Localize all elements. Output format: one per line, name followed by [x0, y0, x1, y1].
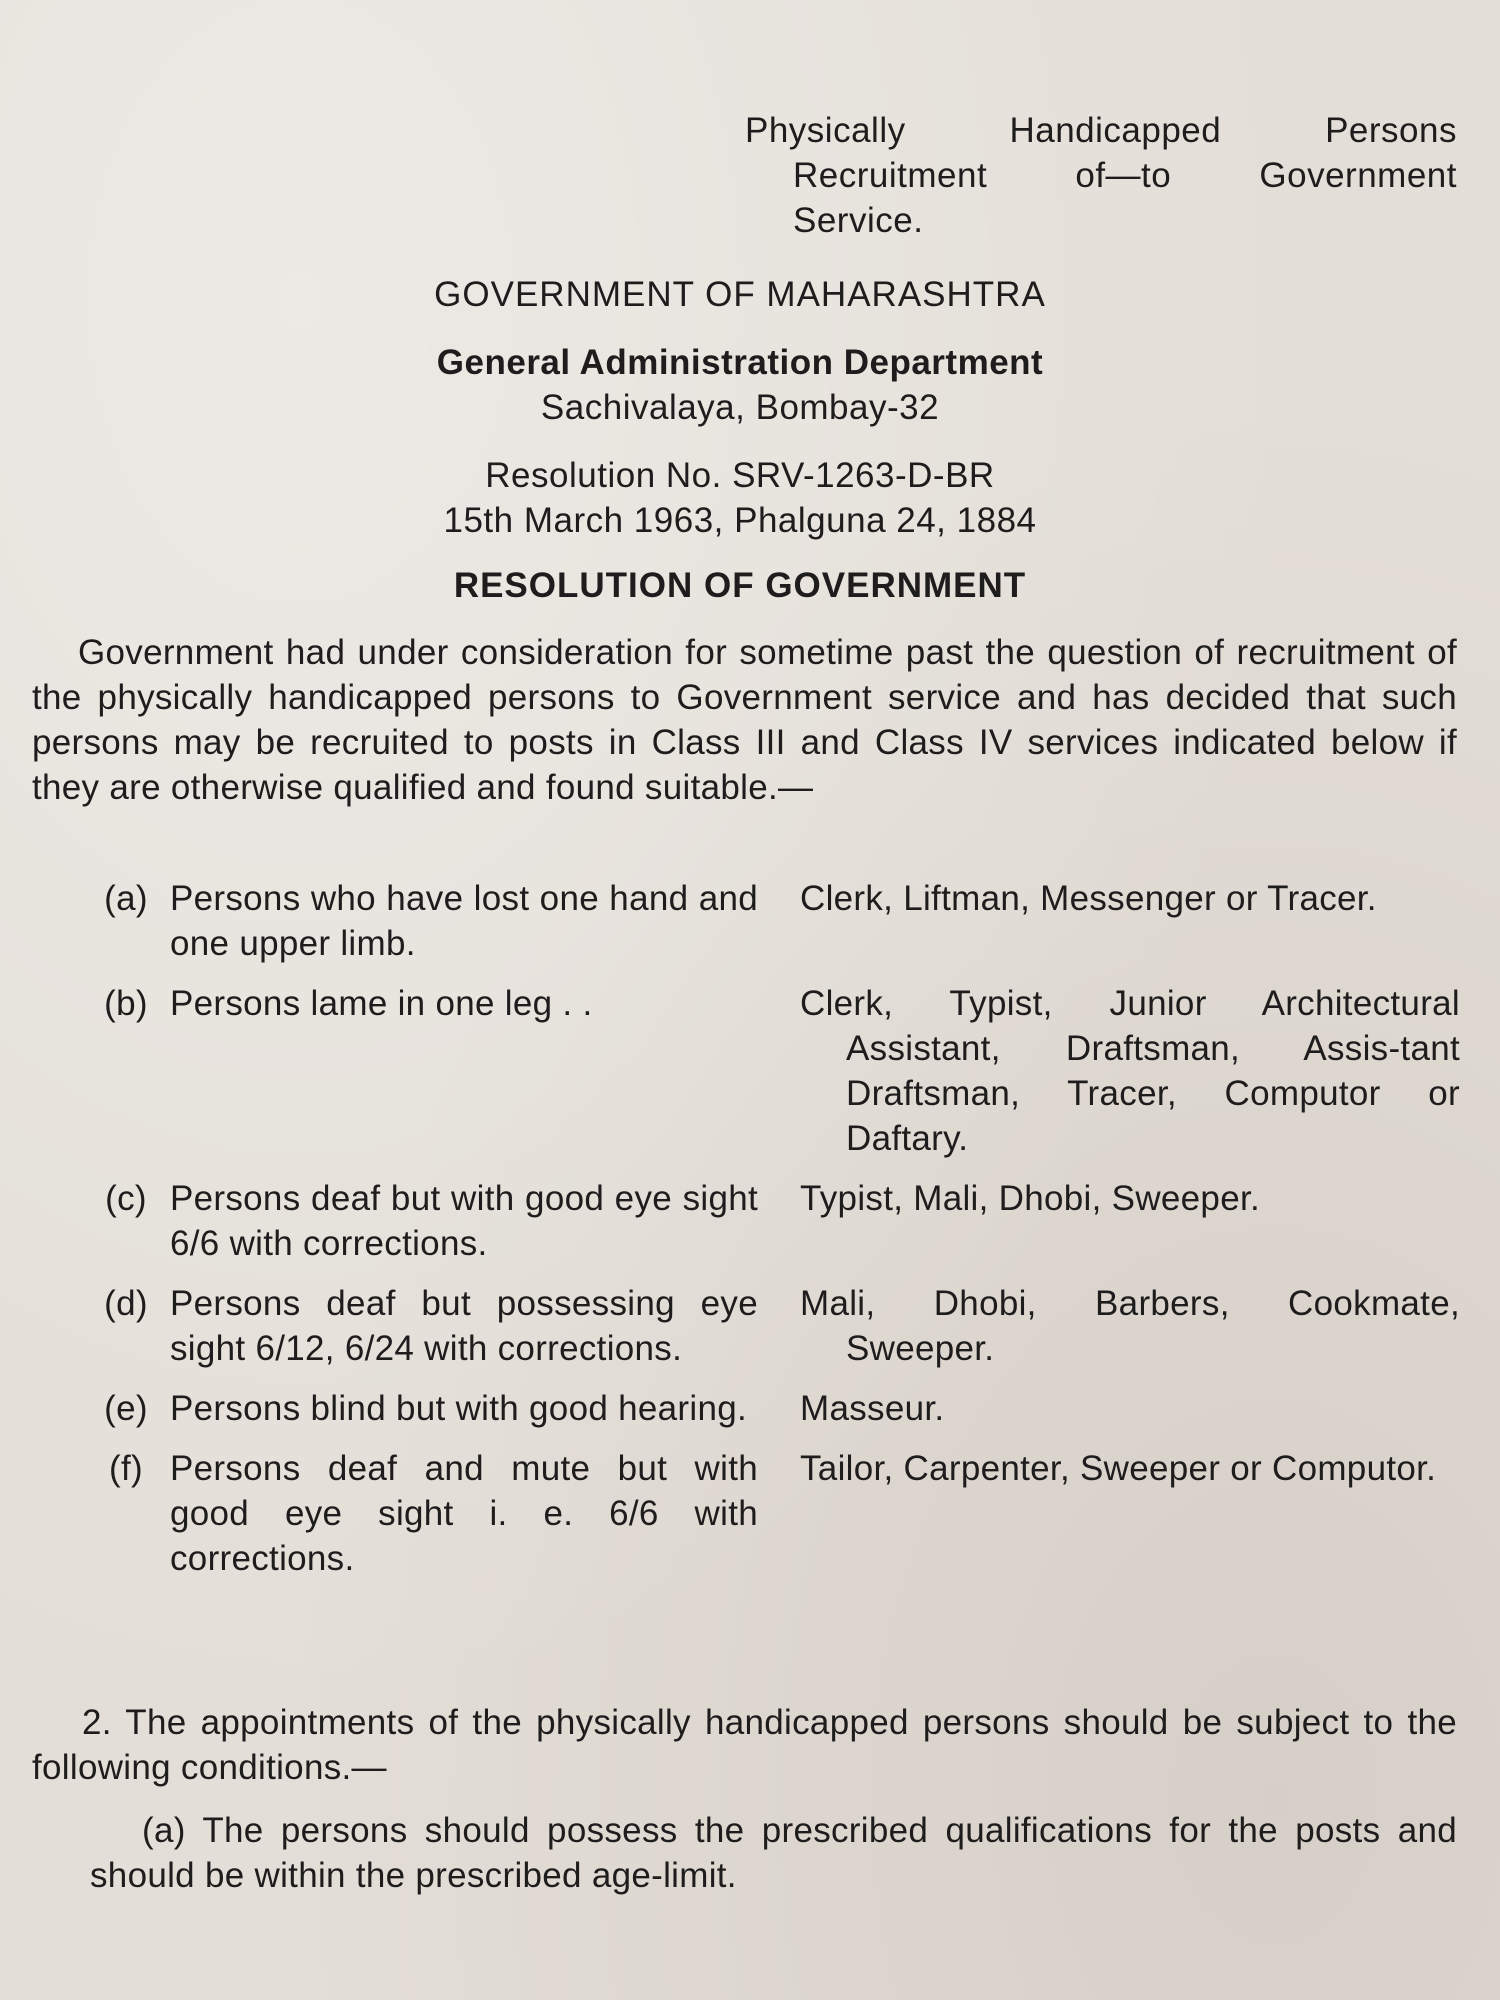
list-item [82, 1176, 1460, 1266]
department-name: General Administration Department [436, 343, 1044, 382]
item-posts: Mali, Dhobi, Barbers, Cookmate, Sweeper. [800, 1284, 1460, 1368]
item-posts: Masseur. [800, 1389, 945, 1428]
item-marker: (b) [104, 984, 148, 1023]
item-posts: Typist, Mali, Dhobi, Sweeper. [800, 1179, 1261, 1218]
subject-line-2: Recruitment of—to Government [793, 156, 1457, 195]
list-item [82, 876, 1460, 966]
resolution-date: 15th March 1963, Phalguna 24, 1884 [443, 501, 1037, 540]
item-category: Persons lame in one leg . . [170, 984, 593, 1023]
subject-line-1: Physically Handicapped Persons [745, 111, 1457, 150]
item-category: Persons deaf but with good eye sight 6/6 with corrections. [170, 1179, 758, 1263]
government-name: GOVERNMENT OF MAHARASHTRA [434, 275, 1046, 314]
subject-block [745, 108, 1457, 243]
item-marker: (d) [104, 1284, 148, 1323]
item-posts: Clerk, Liftman, Messenger or Tracer. [800, 879, 1377, 918]
conditions-paragraph: 2. The appointments of the physically handicapped persons should be subject to the following conditions.— [32, 1703, 1457, 1787]
item-marker: (e) [104, 1389, 148, 1428]
category-list [82, 876, 1460, 1596]
department-address: Sachivalaya, Bombay-32 [540, 388, 940, 427]
list-item [82, 1281, 1460, 1371]
item-marker: (f) [109, 1449, 143, 1488]
list-item [82, 981, 1460, 1161]
item-category: Persons deaf but possessing eye sight 6/12, 6/24 with corrections. [170, 1284, 758, 1368]
list-item [82, 1386, 1460, 1431]
item-posts: Tailor, Carpenter, Sweeper or Computor. [800, 1449, 1437, 1488]
item-marker: (c) [105, 1179, 147, 1218]
intro-paragraph: Government had under consideration for sometime past the question of recruitment of the physically handicapped persons to Government service and has decided that such persons may be recruited to posts in Class III and Class IV services indicated below if they are otherwise qualified and found suitable.— [32, 633, 1457, 807]
item-marker: (a) [104, 879, 148, 918]
condition-a-paragraph: (a) The persons should possess the prescribed qualifications for the posts and should be within the prescribed age-limit. [90, 1811, 1457, 1895]
subject-line-3: Service. [793, 201, 924, 240]
item-category: Persons blind but with good hearing. [170, 1389, 748, 1428]
item-posts: Clerk, Typist, Junior Architectural Assistant, Draftsman, Assis-tant Draftsman, Tracer, Computor or Daftary. [800, 984, 1460, 1158]
resolution-number: Resolution No. SRV-1263-D-BR [485, 456, 995, 495]
item-category: Persons deaf and mute but with good eye sight i. e. 6/6 with corrections. [170, 1449, 758, 1578]
resolution-title: RESOLUTION OF GOVERNMENT [453, 566, 1027, 605]
item-category: Persons who have lost one hand and one upper limb. [170, 879, 758, 963]
list-item [82, 1446, 1460, 1581]
